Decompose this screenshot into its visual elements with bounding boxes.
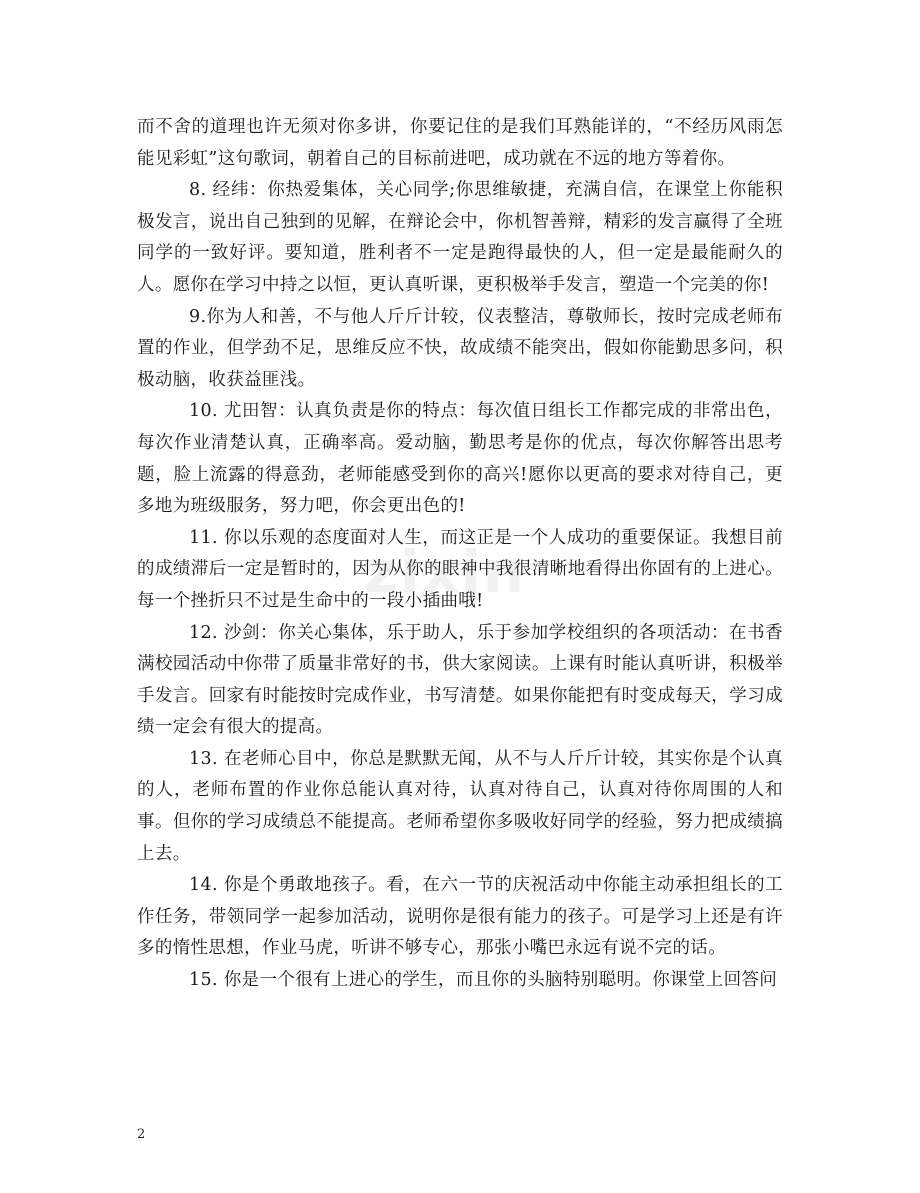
- paragraph-8: 14. 你是个勇敢地孩子。看，在六一节的庆祝活动中你能主动承担组长的工作任务，带领同学一起参加活动，说明你是很有能力的孩子。可是学习上还是有许多的惰性思想，作业马虎，听讲不够专心，那张小嘴巴永远有说不完的话。: [137, 875, 783, 959]
- document-body: [137, 112, 783, 997]
- paragraph-6: 12. 沙剑：你关心集体，乐于助人，乐于参加学校组织的各项活动：在书香满校园活动中你带了质量非常好的书，供大家阅读。上课有时能认真听讲，积极举手发言。回家有时能按时完成作业，书写清楚。如果你能把有时变成每天，学习成绩一定会有很大的提高。: [137, 622, 783, 738]
- watermark: zixin: [364, 538, 527, 606]
- paragraph-7: 13. 在老师心目中，你总是默默无闻，从不与人斤斤计较，其实你是个认真的人，老师布置的作业你总能认真对待，认真对待自己，认真对待你周围的人和事。但你的学习成绩总不能提高。老师希望你多吸收好同学的经验，努力把成绩搞上去。: [137, 748, 783, 864]
- paragraph-2: 8. 经纬：你热爱集体，关心同学;你思维敏捷，充满自信，在课堂上你能积极发言，说出自己独到的见解，在辩论会中，你机智善辩，精彩的发言赢得了全班同学的一致好评。要知道，胜利者不一定是跑得最快的人，但一定是最能耐久的人。愿你在学习中持之以恒，更认真听课，更积极举手发言，塑造一个完美的你!: [137, 180, 783, 295]
- paragraph-4: 10. 尤田智：认真负责是你的特点：每次值日组长工作都完成的非常出色，每次作业清楚认真，正确率高。爱动脑，勤思考是你的优点，每次你解答出思考题，脸上流露的得意劲，老师能感受到你的高兴!愿你以更高的要求对待自己，更多地为班级服务，努力吧，你会更出色的!: [137, 401, 783, 517]
- paragraph-5: 11. 你以乐观的态度面对人生，而这正是一个人成功的重要保证。我想目前的成绩滞后一定是暂时的，因为从你的眼神中我很清晰地看得出你固有的上进心。每一个挫折只不过是生命中的一段小插曲哦!: [137, 527, 783, 611]
- paragraph-1: 而不舍的道理也许无须对你多讲，你要记住的是我们耳熟能详的，“不经历风雨怎能见彩虹”这句歌词，朝着自己的目标前进吧，成功就在不远的地方等着你。: [137, 117, 783, 169]
- page-number: 2: [137, 1127, 146, 1142]
- paragraph-3: 9.你为人和善，不与他人斤斤计较，仪表整洁，尊敬师长，按时完成老师布置的作业，但学劲不足，思维反应不快，故成绩不能突出，假如你能勤思多问，积极动脑，收获益匪浅。: [137, 306, 783, 390]
- paragraph-9: 15. 你是一个很有上进心的学生，而且你的头脑特别聪明。你课堂上回答问: [189, 970, 778, 991]
